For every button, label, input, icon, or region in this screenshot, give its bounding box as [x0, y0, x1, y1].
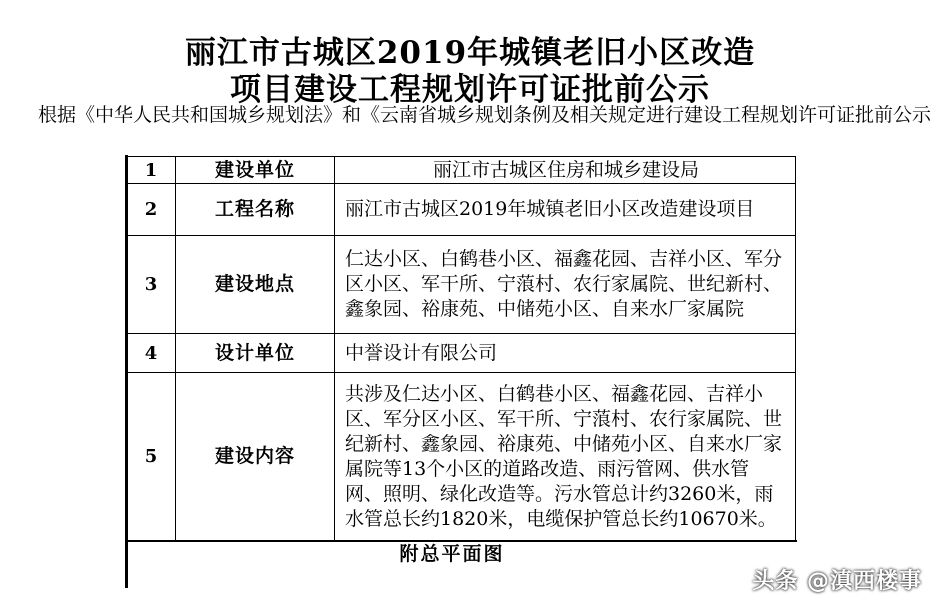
row-number: 2 [127, 184, 176, 236]
row-value: 丽江市古城区2019年城镇老旧小区改造建设项目 [335, 184, 796, 236]
row-label: 建设内容 [176, 373, 335, 541]
row-label: 工程名称 [176, 184, 335, 236]
row-value: 共涉及仁达小区、白鹤巷小区、福鑫花园、吉祥小区、军分区小区、军干所、宁蒗村、农行家属院、世纪新村、鑫象园、裕康苑、中储苑小区、自来水厂家属院等13个小区的道路改造、雨污管网、供水管网、照明、绿化改造等。污水管总计约3260米，雨水管总长约1820米，电缆保护管总长约10670米。 [335, 373, 796, 541]
row-value: 中誉设计有限公司 [335, 334, 796, 373]
table-row [127, 373, 796, 541]
table-row [127, 236, 796, 334]
row-number: 4 [127, 334, 176, 373]
intro-paragraph: 根据《中华人民共和国城乡规划法》和《云南省城乡规划条例及相关规定进行建设工程规划许可证批前公示 [38, 104, 932, 126]
row-number: 5 [127, 373, 176, 541]
footer-row [127, 540, 797, 590]
row-label: 建设单位 [176, 157, 335, 184]
table-row [127, 334, 796, 373]
row-label: 设计单位 [176, 334, 335, 373]
row-label: 建设地点 [176, 236, 335, 334]
row-value: 仁达小区、白鹤巷小区、福鑫花园、吉祥小区、军分区小区、军干所、宁蒗村、农行家属院、世纪新村、鑫象园、裕康苑、中储苑小区、自来水厂家属院 [335, 236, 796, 334]
notice-title-line-2: 项目建设工程规划许可证批前公示 [230, 72, 710, 108]
table-row [127, 184, 796, 236]
row-number: 1 [127, 157, 176, 184]
row-number: 3 [127, 236, 176, 334]
row-value: 丽江市古城区住房和城乡建设局 [335, 157, 796, 184]
attached-site-plan-label: 附总平面图 [399, 543, 505, 565]
watermark: 头条 @滇西楼事 [752, 569, 922, 594]
project-info-table [126, 156, 796, 541]
notice-title-line-1: 丽江市古城区2019年城镇老旧小区改造 [184, 35, 756, 71]
table-row [127, 157, 796, 184]
